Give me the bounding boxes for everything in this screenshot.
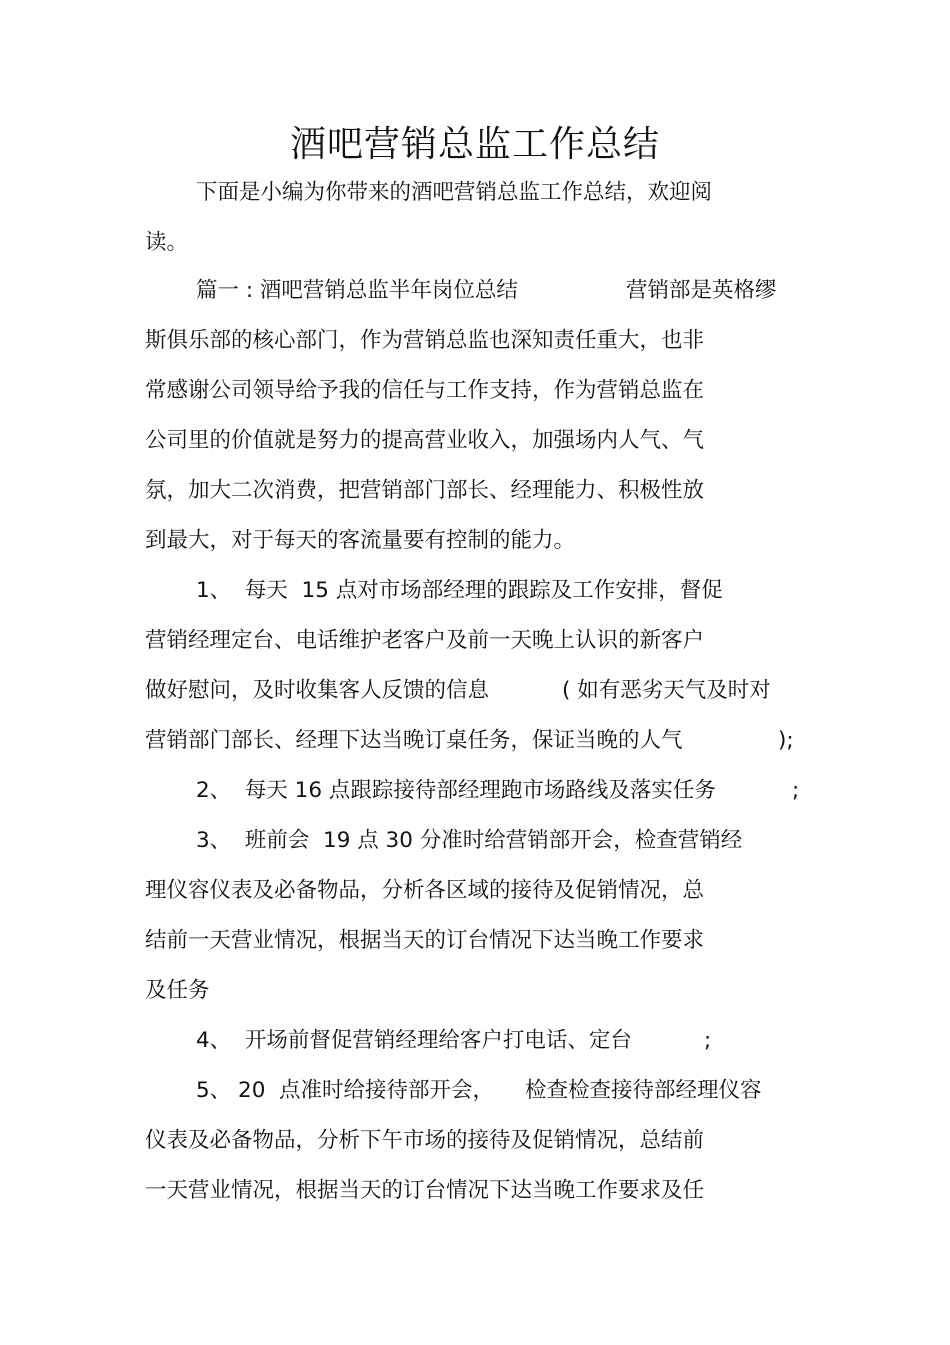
section-body-line-5: 到最大，对于每天的客流量要有控制的能力。: [145, 528, 576, 553]
section-body-line-4: 氛，加大二次消费，把营销部门部长、经理能力、积极性放: [145, 478, 705, 503]
item3-line-4: 及任务: [145, 978, 210, 1003]
item3-line-2: 理仪容仪表及必备物品，分析各区域的接待及促销情况，总: [145, 878, 705, 903]
item5-lead-tail: 检查检查接待部经理仪容: [525, 1078, 762, 1103]
item4-line: 4、 开场前督促营销经理给客户打电话、定台: [196, 1028, 632, 1053]
intro-line-1: 下面是小编为你带来的酒吧营销总监工作总结，欢迎阅: [196, 180, 713, 205]
item1-line-2: 营销经理定台、电话维护老客户及前一天晚上认识的新客户: [145, 628, 705, 653]
item3-line-3: 结前一天营业情况，根据当天的订台情况下达当晚工作要求: [145, 928, 705, 953]
section-heading: 篇一 : 酒吧营销总监半年岗位总结: [196, 278, 518, 303]
item1-line-3: 做好慰问，及时收集客人反馈的信息: [145, 678, 490, 703]
section-body-line-3: 公司里的价值就是努力的提高营业收入，加强场内人气、气: [145, 428, 705, 453]
item2-tail: ;: [792, 778, 800, 803]
item1-line-1: 1、 每天 15 点对市场部经理的跟踪及工作安排，督促: [196, 578, 723, 603]
item1-line-3-tail: ( 如有恶劣天气及时对: [562, 678, 771, 703]
section-body-line-2: 常感谢公司领导给予我的信任与工作支持，作为营销总监在: [145, 378, 705, 403]
item5-lead: 5、 20 点准时给接待部开会，: [196, 1078, 495, 1103]
item2-line: 2、 每天 16 点跟踪接待部经理跑市场路线及落实任务: [196, 778, 716, 803]
item4-tail: ;: [704, 1028, 712, 1053]
section-body-line-1: 斯俱乐部的核心部门，作为营销总监也深知责任重大，也非: [145, 328, 705, 353]
item3-line-1: 3、 班前会 19 点 30 分准时给营销部开会，检查营销经: [196, 828, 743, 853]
item5-line-3: 一天营业情况，根据当天的订台情况下达当晚工作要求及任: [145, 1178, 705, 1203]
intro-line-2: 读。: [145, 230, 189, 255]
document-title: 酒吧营销总监工作总结: [289, 124, 660, 165]
section-heading-tail: 营销部是英格缪: [626, 278, 777, 303]
item1-line-4-tail: );: [778, 728, 794, 753]
item1-line-4: 营销部门部长、经理下达当晚订桌任务，保证当晚的人气: [145, 728, 683, 753]
item5-line-2: 仪表及必备物品，分析下午市场的接待及促销情况，总结前: [145, 1128, 705, 1153]
